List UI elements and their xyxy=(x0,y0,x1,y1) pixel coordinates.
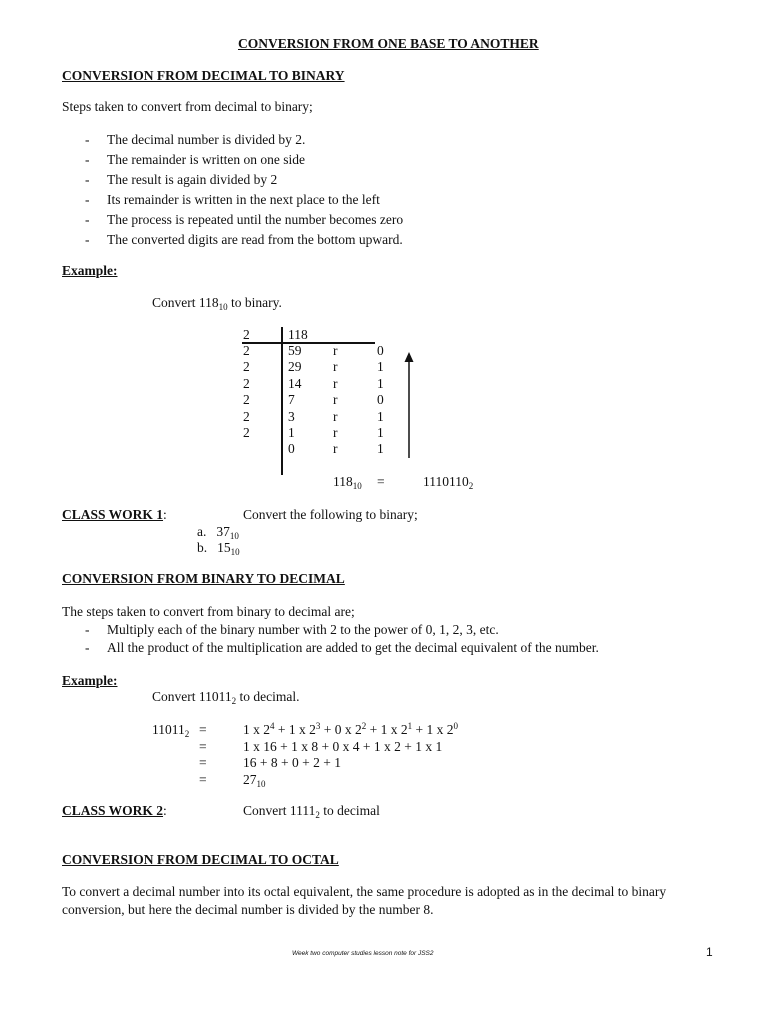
classwork-1-instruction: Convert the following to binary; xyxy=(243,507,418,522)
step-text: All the product of the multiplication are added to get the decimal equivalent of the number. xyxy=(107,640,599,655)
step-text: The result is again divided by 2 xyxy=(107,172,278,187)
example-label-2: Example: xyxy=(62,673,118,688)
classwork-2-instruction: Convert $1111_2$ to decimal xyxy=(243,803,380,820)
bullet: - xyxy=(85,232,90,247)
bullet: - xyxy=(85,132,90,147)
r-label: r xyxy=(333,376,338,391)
division-horizontal-line xyxy=(242,342,375,344)
divisor: 2 xyxy=(243,327,250,342)
section-heading-binary-to-decimal: CONVERSION FROM BINARY TO DECIMAL xyxy=(62,571,345,586)
example-2-statement: Convert $11011_2$ to decimal. xyxy=(152,689,300,706)
work-line-3: 16 + 8 + 0 + 2 + 1 xyxy=(243,755,341,770)
bullet: - xyxy=(85,172,90,187)
r-label: r xyxy=(333,343,338,358)
quotient: 7 xyxy=(288,392,295,407)
step-text: The process is repeated until the number becomes zero xyxy=(107,212,404,227)
section-heading-decimal-to-octal: CONVERSION FROM DECIMAL TO OCTAL xyxy=(62,852,339,867)
quotient: 0 xyxy=(288,441,295,456)
quotient: 118 xyxy=(288,327,308,342)
page-number: 1 xyxy=(706,945,713,959)
divisor: 2 xyxy=(243,425,250,440)
bullet: - xyxy=(85,640,90,655)
remainder: 1 xyxy=(377,409,384,424)
work-equals: = xyxy=(199,772,207,787)
classwork-2-label: CLASS WORK 2: xyxy=(62,803,167,818)
remainder: 0 xyxy=(377,392,384,407)
divisor: 2 xyxy=(243,392,250,407)
step-text: Its remainder is written in the next place to the left xyxy=(107,192,380,207)
section-heading-decimal-to-binary: CONVERSION FROM DECIMAL TO BINARY xyxy=(62,68,345,83)
classwork-1-item-a: a. $37_{10}$ xyxy=(197,524,239,541)
arrow-up-icon xyxy=(402,352,416,460)
section1-intro: Steps taken to convert from decimal to binary; xyxy=(62,99,313,114)
r-label: r xyxy=(333,409,338,424)
quotient: 14 xyxy=(288,376,302,391)
divisor: 2 xyxy=(243,376,250,391)
remainder: 1 xyxy=(377,425,384,440)
divisor: 2 xyxy=(243,343,250,358)
quotient: 3 xyxy=(288,409,295,424)
section3-paragraph-line-2: conversion, but here the decimal number is divided by the number 8. xyxy=(62,902,434,917)
remainder: 1 xyxy=(377,441,384,456)
result-equals: = xyxy=(377,474,385,489)
classwork-1-label: CLASS WORK 1: xyxy=(62,507,167,522)
classwork-1-item-b: b. $15_{10}$ xyxy=(197,540,240,557)
work-line-1: 1 x $2^4 + 1$ x $2^3 + 0$ x $2^2 + 1$ x $2^1 + 1$ x $2^0$ xyxy=(243,721,458,737)
divisor: 2 xyxy=(243,359,250,374)
step-text: The decimal number is divided by 2. xyxy=(107,132,306,147)
step-text: The converted digits are read from the bottom upward. xyxy=(107,232,403,247)
work-lhs: $11011_2$ xyxy=(152,722,190,739)
quotient: 1 xyxy=(288,425,295,440)
r-label: r xyxy=(333,392,338,407)
work-line-4: $27_{10}$ xyxy=(243,772,266,789)
work-equals: = xyxy=(199,722,207,737)
bullet: - xyxy=(85,212,90,227)
quotient: 29 xyxy=(288,359,302,374)
r-label: r xyxy=(333,359,338,374)
work-equals: = xyxy=(199,739,207,754)
division-vertical-line xyxy=(281,327,283,475)
remainder: 1 xyxy=(377,359,384,374)
r-label: r xyxy=(333,441,338,456)
work-line-2: 1 x 16 + 1 x 8 + 0 x 4 + 1 x 2 + 1 x 1 xyxy=(243,739,443,754)
page-title: CONVERSION FROM ONE BASE TO ANOTHER xyxy=(238,36,539,51)
step-text: Multiply each of the binary number with 2 to the power of 0, 1, 2, 3, etc. xyxy=(107,622,499,637)
bullet: - xyxy=(85,622,90,637)
quotient: 59 xyxy=(288,343,302,358)
bullet: - xyxy=(85,152,90,167)
bullet: - xyxy=(85,192,90,207)
remainder: 1 xyxy=(377,376,384,391)
example-1-statement: Convert $118_{10}$ to binary. xyxy=(152,295,282,312)
divisor: 2 xyxy=(243,409,250,424)
section2-intro: The steps taken to convert from binary to decimal are; xyxy=(62,604,355,619)
work-equals: = xyxy=(199,755,207,770)
page-footer: Week two computer studies lesson note for JSS2 xyxy=(292,950,434,957)
step-text: The remainder is written on one side xyxy=(107,152,305,167)
remainder: 0 xyxy=(377,343,384,358)
result-lhs: $118_{10}$ xyxy=(333,474,362,491)
example-label-1: Example: xyxy=(62,263,118,278)
r-label: r xyxy=(333,425,338,440)
result-rhs: $1110110_2$ xyxy=(423,474,474,491)
section3-paragraph-line-1: To convert a decimal number into its octal equivalent, the same procedure is adopted as in the decimal to binary xyxy=(62,884,667,899)
